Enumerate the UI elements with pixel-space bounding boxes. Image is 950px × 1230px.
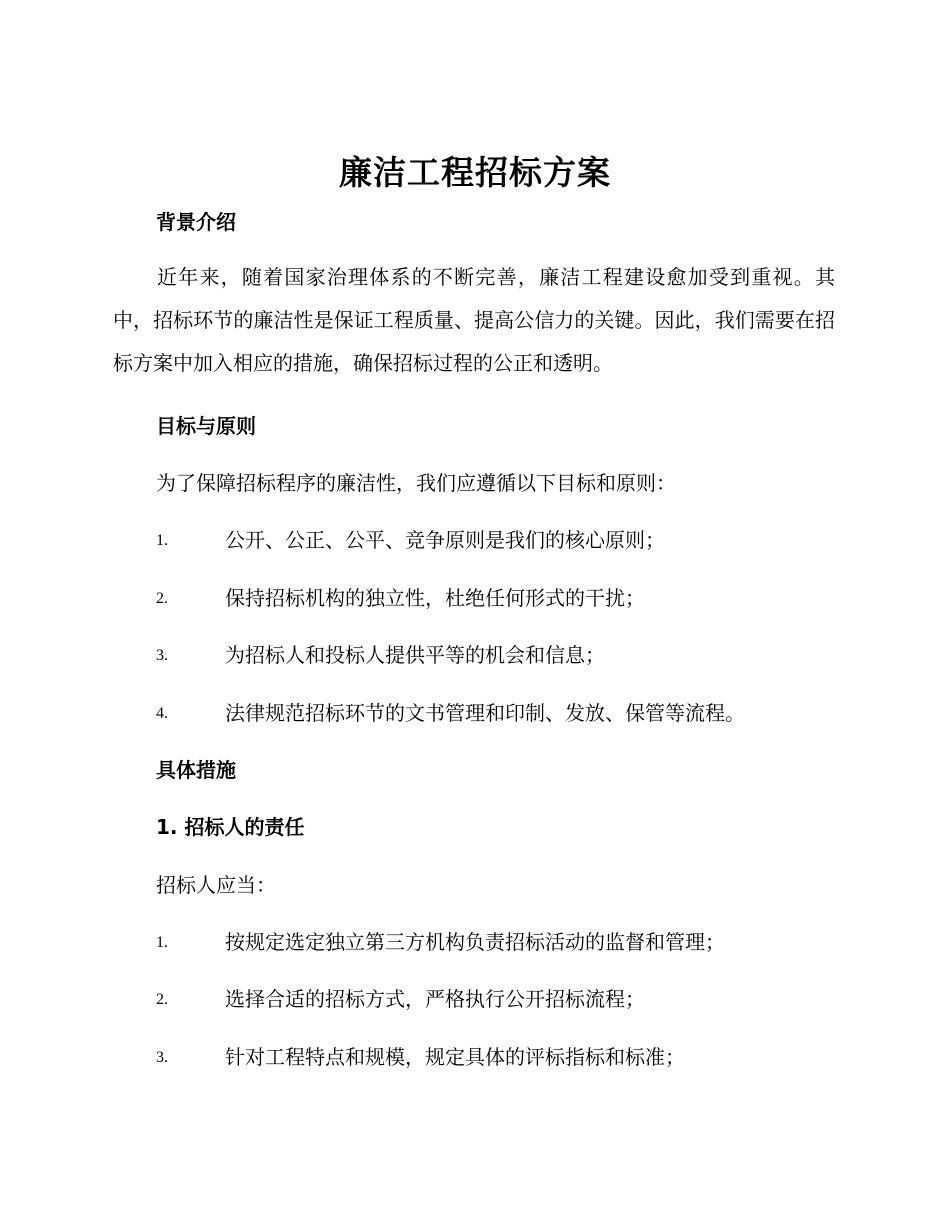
goals-intro: 为了保障招标程序的廉洁性，我们应遵循以下目标和原则： — [156, 471, 676, 495]
list-item-number: 3. — [156, 1049, 168, 1066]
list-item-number: 2. — [156, 991, 168, 1008]
section-heading-goals: 目标与原则 — [156, 414, 256, 438]
list-item-text: 公开、公正、公平、竞争原则是我们的核心原则； — [225, 528, 665, 552]
list-item-text: 选择合适的招标方式，严格执行公开招标流程； — [225, 987, 645, 1011]
list-item-text: 针对工程特点和规模，规定具体的评标指标和标准； — [225, 1045, 685, 1069]
list-item-number: 1. — [156, 532, 168, 549]
section-heading-measures: 具体措施 — [156, 758, 236, 782]
list-item-text: 按规定选定独立第三方机构负责招标活动的监督和管理； — [225, 930, 725, 954]
list-item-text: 保持招标机构的独立性，杜绝任何形式的干扰； — [225, 586, 645, 610]
list-item-number: 3. — [156, 647, 168, 664]
list-item-number: 4. — [156, 705, 168, 722]
document-title: 廉洁工程招标方案 — [339, 153, 611, 192]
list-item-text: 为招标人和投标人提供平等的机会和信息； — [225, 643, 605, 667]
list-item-number: 2. — [156, 590, 168, 607]
section-heading-background: 背景介绍 — [156, 210, 236, 234]
list-item-text: 法律规范招标环节的文书管理和印制、发放、保管等流程。 — [225, 701, 745, 725]
background-paragraph: 近年来，随着国家治理体系的不断完善，廉洁工程建设愈加受到重视。其中，招标环节的廉洁性是保证工程质量、提高公信力的关键。因此，我们需要在招标方案中加入相应的措施，确保招标过程的公正和透明。 — [113, 265, 835, 375]
list-item-number: 1. — [156, 934, 168, 951]
subsection-heading-bidder-responsibility: 1. 招标人的责任 — [156, 815, 305, 839]
measures-intro: 招标人应当： — [156, 873, 276, 897]
